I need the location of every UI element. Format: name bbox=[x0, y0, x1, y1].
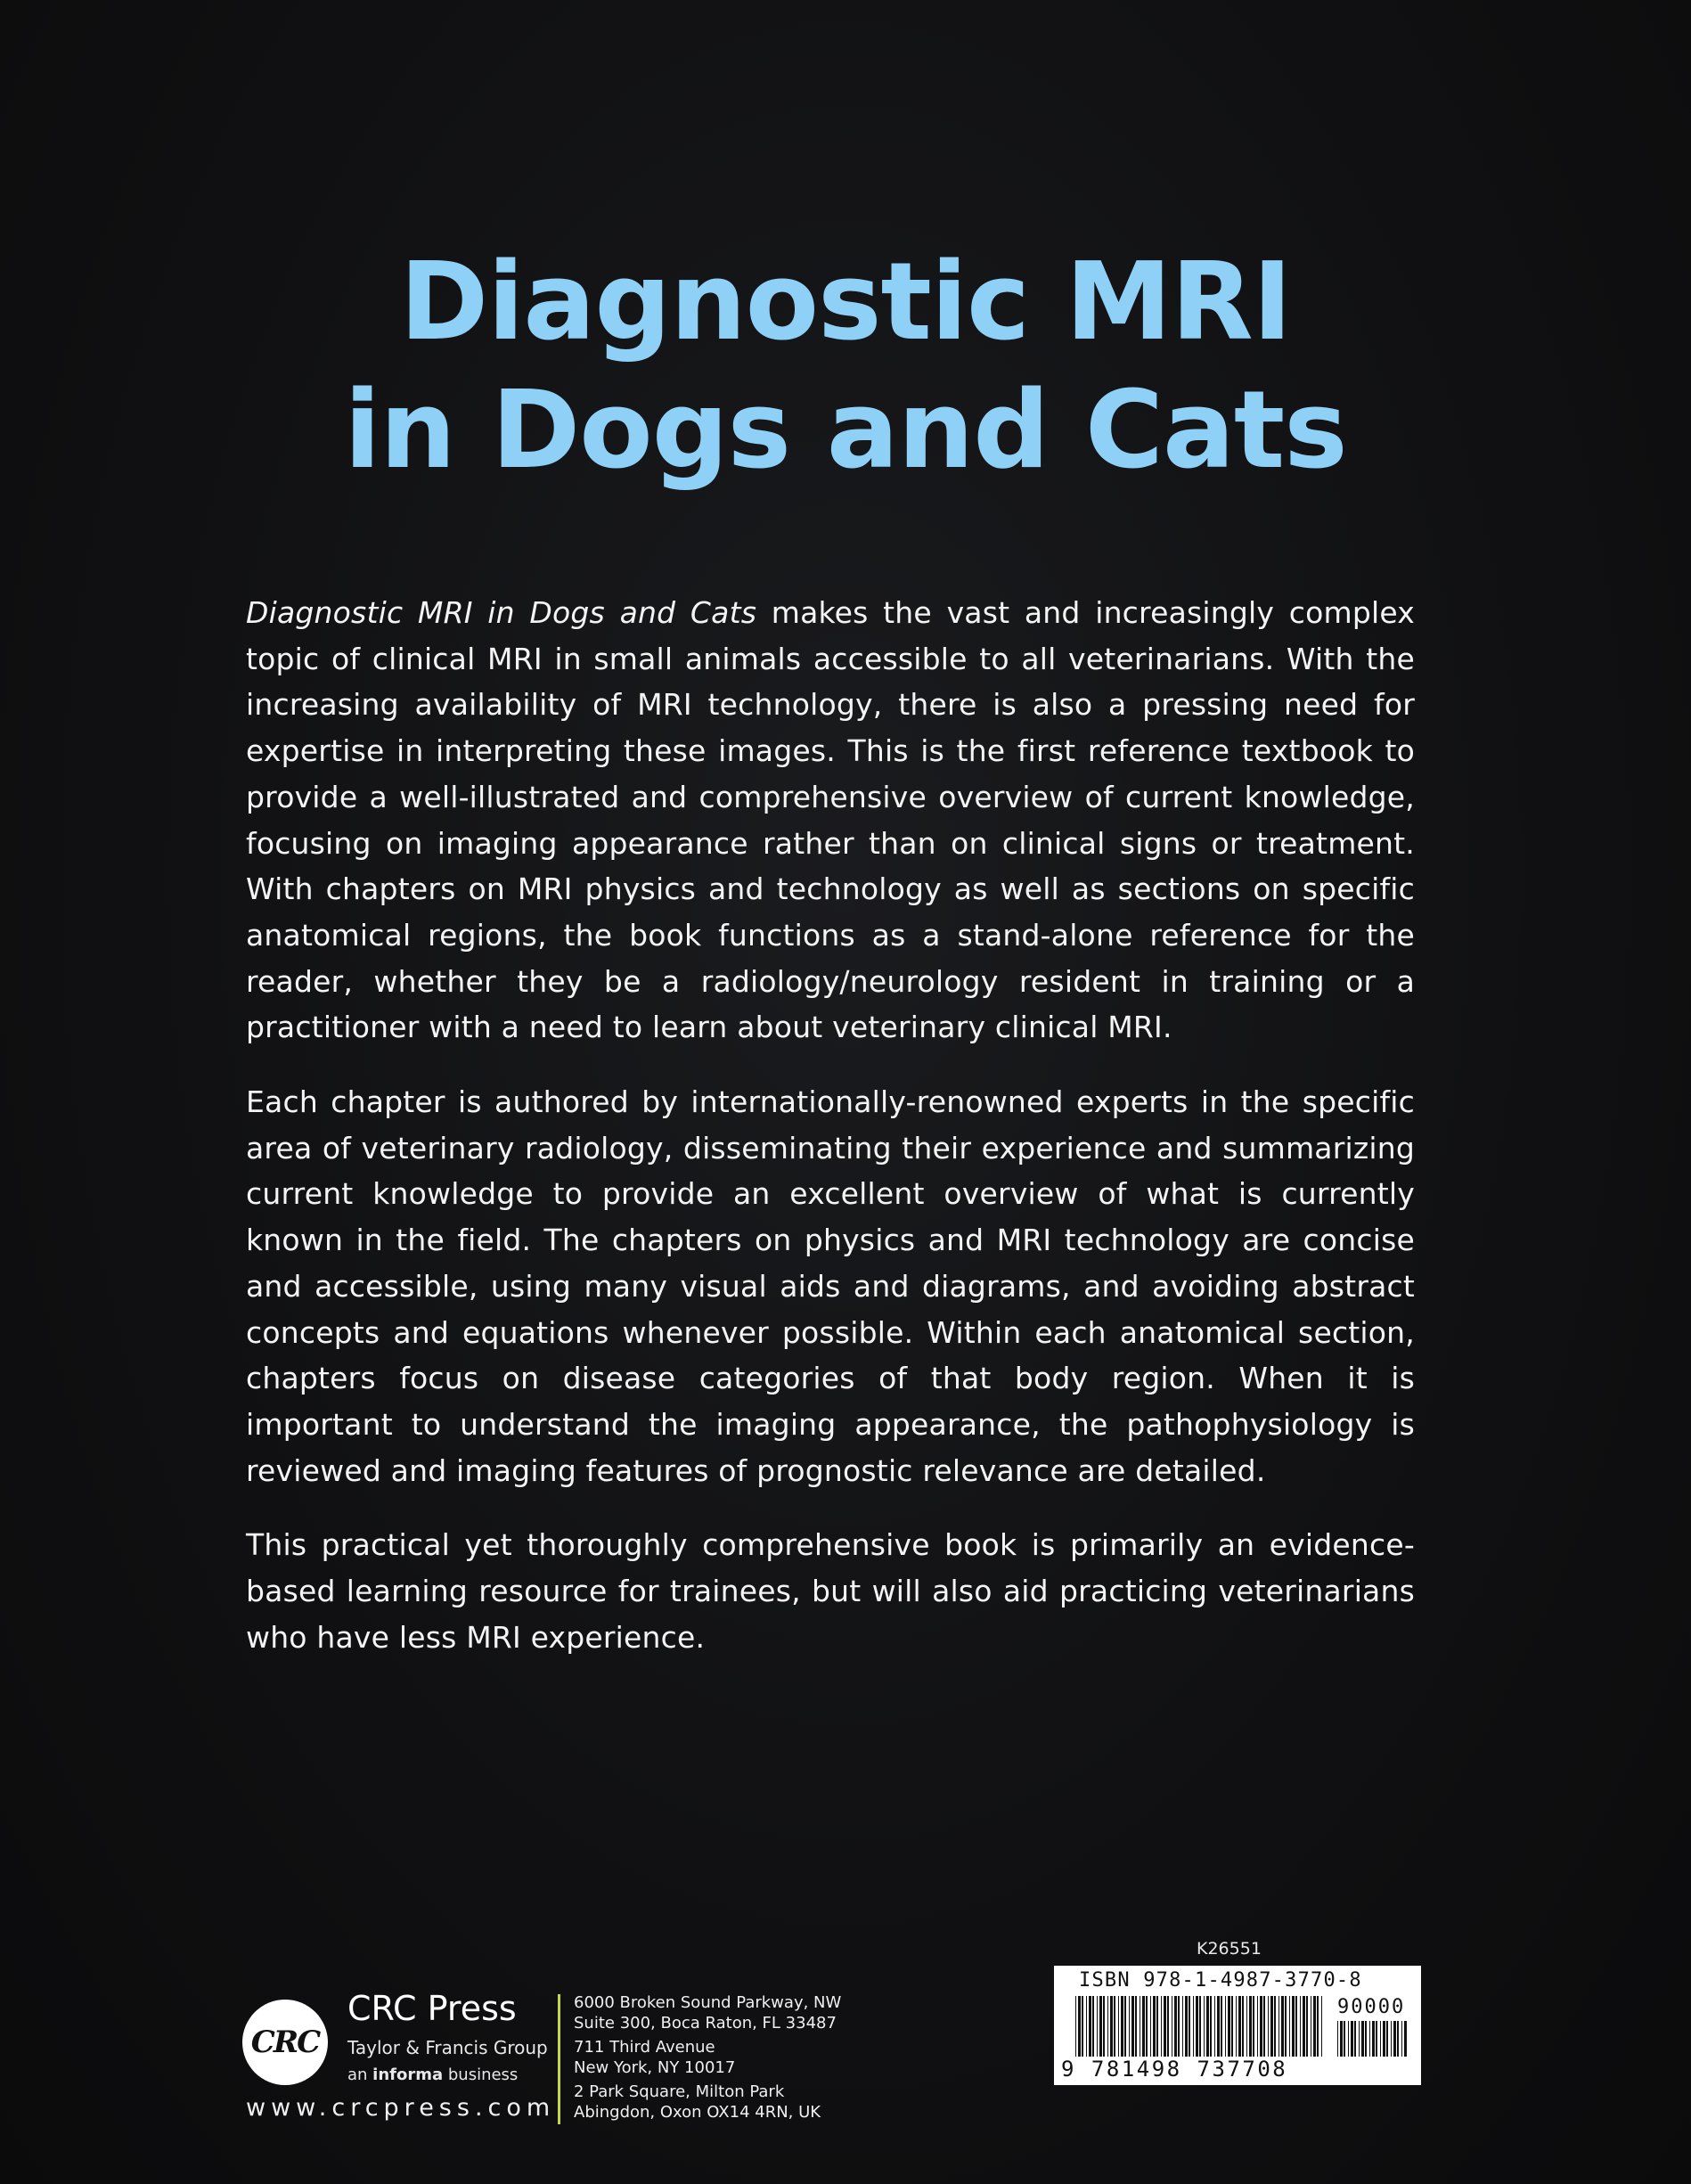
barcode-bar bbox=[1354, 2021, 1356, 2057]
barcode-bar bbox=[1281, 1996, 1284, 2057]
address-line: 711 Third Avenue bbox=[574, 2038, 715, 2057]
barcode-bar bbox=[1257, 1996, 1258, 2057]
barcode-bar bbox=[1092, 1996, 1094, 2057]
barcode-bar bbox=[1321, 1996, 1322, 2057]
barcode-bar bbox=[1285, 1996, 1287, 2057]
barcode-bar bbox=[1376, 2021, 1377, 2057]
barcode-bar bbox=[1401, 2021, 1402, 2057]
barcode-area bbox=[1054, 1939, 1421, 2089]
publisher-group: Taylor & Francis Group bbox=[347, 2037, 548, 2058]
ean-barcode-icon bbox=[1075, 1996, 1325, 2057]
informa-tagline bbox=[347, 2065, 518, 2084]
barcode-bar bbox=[1156, 1996, 1158, 2057]
barcode-bar bbox=[1369, 2021, 1370, 2057]
barcode-bar bbox=[1278, 1996, 1279, 2057]
barcode-bar bbox=[1263, 1996, 1265, 2057]
description-paragraph-3: This practical yet thoroughly comprehensive book is primarily an evidence-based learning resource for trainees, but will also aid practicing veterinarians who have less MRI experience. bbox=[246, 1527, 1415, 1655]
barcode-bar bbox=[1260, 1996, 1262, 2057]
barcode-bar bbox=[1242, 1996, 1244, 2057]
title-line-1: Diagnostic MRI bbox=[399, 241, 1292, 364]
publisher-website: www.crcpress.com bbox=[246, 2094, 556, 2122]
barcode-bar bbox=[1313, 1996, 1316, 2057]
barcode-bar bbox=[1231, 1996, 1233, 2057]
barcode-bar bbox=[1292, 1996, 1295, 2057]
barcode-bar bbox=[1161, 1996, 1162, 2057]
description-paragraph-1 bbox=[246, 590, 1415, 1051]
barcode-bar bbox=[1383, 2021, 1385, 2057]
barcode-bar bbox=[1174, 1996, 1177, 2057]
barcode-bar bbox=[1206, 1996, 1209, 2057]
barcode-bar bbox=[1078, 1996, 1081, 2057]
barcode-bar bbox=[1164, 1996, 1166, 2057]
barcode-bar bbox=[1359, 2021, 1360, 2057]
barcode-bar bbox=[1351, 2021, 1353, 2057]
barcode-bar bbox=[1114, 1996, 1115, 2057]
isbn-text: ISBN 978-1-4987-3770-8 bbox=[1079, 1969, 1362, 1992]
barcode-bar bbox=[1274, 1996, 1276, 2057]
price-code: 90000 bbox=[1337, 1996, 1406, 2018]
price-barcode-icon bbox=[1337, 2021, 1409, 2057]
barcode-bar bbox=[1118, 1996, 1119, 2057]
barcode-bar bbox=[1393, 2021, 1396, 2057]
title-line-2: in Dogs and Cats bbox=[344, 369, 1347, 493]
barcode-bar bbox=[1253, 1996, 1254, 2057]
informa-suffix: business bbox=[443, 2065, 519, 2084]
barcode-bar bbox=[1193, 1996, 1194, 2057]
barcode-bar bbox=[1124, 1996, 1126, 2057]
barcode-bar bbox=[1210, 1996, 1212, 2057]
barcode-bar bbox=[1340, 2021, 1343, 2057]
barcode-bar bbox=[1097, 1996, 1098, 2057]
barcode-bar bbox=[1089, 1996, 1091, 2057]
barcode-bar bbox=[1150, 1996, 1151, 2057]
barcode-bar bbox=[1372, 2021, 1375, 2057]
barcode-bar bbox=[1397, 2021, 1399, 2057]
barcode-bar bbox=[1361, 2021, 1364, 2057]
barcode-bar bbox=[1348, 2021, 1349, 2057]
barcode-bar bbox=[1306, 1996, 1308, 2057]
barcode-bar bbox=[1337, 2021, 1338, 2057]
barcode-bar bbox=[1270, 1996, 1273, 2057]
barcode-bar bbox=[1075, 1996, 1076, 2057]
barcode-bar bbox=[1238, 1996, 1241, 2057]
barcode-bar bbox=[1086, 1996, 1087, 2057]
crc-logo-icon: CRC bbox=[242, 2000, 328, 2085]
barcode-bar bbox=[1199, 1996, 1201, 2057]
barcode-bar bbox=[1380, 2021, 1381, 2057]
barcode-bar bbox=[1182, 1996, 1183, 2057]
barcode-bar bbox=[1300, 1996, 1301, 2057]
barcode-bar bbox=[1146, 1996, 1148, 2057]
publisher-name: CRC Press bbox=[347, 1989, 517, 2028]
barcode-bar bbox=[1295, 1996, 1297, 2057]
barcode-bar bbox=[1268, 1996, 1269, 2057]
barcode-bar bbox=[1196, 1996, 1198, 2057]
book-title-italic: Diagnostic MRI in Dogs and Cats bbox=[246, 595, 757, 630]
barcode-bar bbox=[1135, 1996, 1137, 2057]
publisher-address bbox=[574, 1992, 841, 2123]
barcode-bar bbox=[1131, 1996, 1134, 2057]
barcode-bar bbox=[1249, 1996, 1252, 2057]
barcode-bar bbox=[1153, 1996, 1156, 2057]
barcode-bar bbox=[1221, 1996, 1222, 2057]
barcode-bar bbox=[1217, 1996, 1220, 2057]
publisher-divider bbox=[558, 1994, 560, 2124]
address-line: New York, NY 10017 bbox=[574, 2058, 736, 2077]
barcode-bar bbox=[1246, 1996, 1247, 2057]
description-paragraph-2: Each chapter is authored by internationally-renowned experts in the specific area of veterinary radiology, disseminating their experience and summarizing current knowledge to provide an excellent overview of what is currently known in the field. The chapters on physics and MRI technology are concise and accessible, using many visual aids and diagrams, and avoiding abstract concepts and equations whenever possible. Within each anatomical section, chapters focus on disease categories of that body region. When it is important to understand the imaging appearance, the pathophysiology is reviewed and imaging features of prognostic relevance are detailed. bbox=[246, 1084, 1415, 1488]
barcode-bar bbox=[1099, 1996, 1102, 2057]
barcode-bar bbox=[1404, 2021, 1407, 2057]
publisher-block bbox=[242, 1989, 866, 2123]
address-line: Suite 300, Boca Raton, FL 33487 bbox=[574, 2014, 837, 2033]
barcode-bar bbox=[1214, 1996, 1215, 2057]
barcode-bar bbox=[1142, 1996, 1145, 2057]
barcode-bar bbox=[1107, 1996, 1108, 2057]
book-description bbox=[246, 590, 1415, 1689]
barcode-bar bbox=[1129, 1996, 1130, 2057]
barcode-bar bbox=[1121, 1996, 1123, 2057]
barcode-bar bbox=[1289, 1996, 1290, 2057]
barcode-bar bbox=[1178, 1996, 1180, 2057]
address-line: 6000 Broken Sound Parkway, NW bbox=[574, 1993, 842, 2012]
barcode-bar bbox=[1225, 1996, 1226, 2057]
barcode-bar bbox=[1110, 1996, 1113, 2057]
barcode-bar bbox=[1082, 1996, 1083, 2057]
barcode-bar bbox=[1185, 1996, 1188, 2057]
barcode-bar bbox=[1228, 1996, 1230, 2057]
informa-prefix: an bbox=[347, 2065, 373, 2084]
description-paragraph-1-text: makes the vast and increasingly complex topic of clinical MRI in small animals accessible to all veterinarians. With the increasing availability of MRI technology, there is also a pressing need for expertise in interpreting these images. This is the first reference textbook to provide a well-illustrated and comprehensive overview of current knowledge, focusing on imaging appearance rather than on clinical signs or treatment. With chapters on MRI physics and technology as well as sections on specific anatomical regions, the book functions as a stand-alone reference for the reader, whether they be a radiology/neurology resident in training or a practitioner with a need to learn about veterinary clinical MRI. bbox=[246, 595, 1415, 1045]
barcode-bar bbox=[1103, 1996, 1105, 2057]
barcode-bar bbox=[1391, 2021, 1392, 2057]
barcode-bar bbox=[1167, 1996, 1169, 2057]
address-line: Abingdon, Oxon OX14 4RN, UK bbox=[574, 2103, 821, 2122]
barcode-bar bbox=[1365, 2021, 1367, 2057]
barcode-bar bbox=[1189, 1996, 1190, 2057]
catalog-code: K26551 bbox=[1197, 1939, 1262, 1959]
barcode-bar bbox=[1303, 1996, 1305, 2057]
barcode-bar bbox=[1317, 1996, 1319, 2057]
barcode-box bbox=[1054, 1966, 1421, 2085]
book-title bbox=[0, 239, 1691, 495]
address-line: 2 Park Square, Milton Park bbox=[574, 2082, 785, 2101]
barcode-bar bbox=[1204, 1996, 1205, 2057]
barcode-bar bbox=[1386, 2021, 1388, 2057]
ean-number: 9 781498 737708 bbox=[1061, 2057, 1288, 2082]
barcode-bar bbox=[1344, 2021, 1345, 2057]
informa-bold: informa bbox=[372, 2065, 444, 2084]
barcode-bar bbox=[1236, 1996, 1237, 2057]
